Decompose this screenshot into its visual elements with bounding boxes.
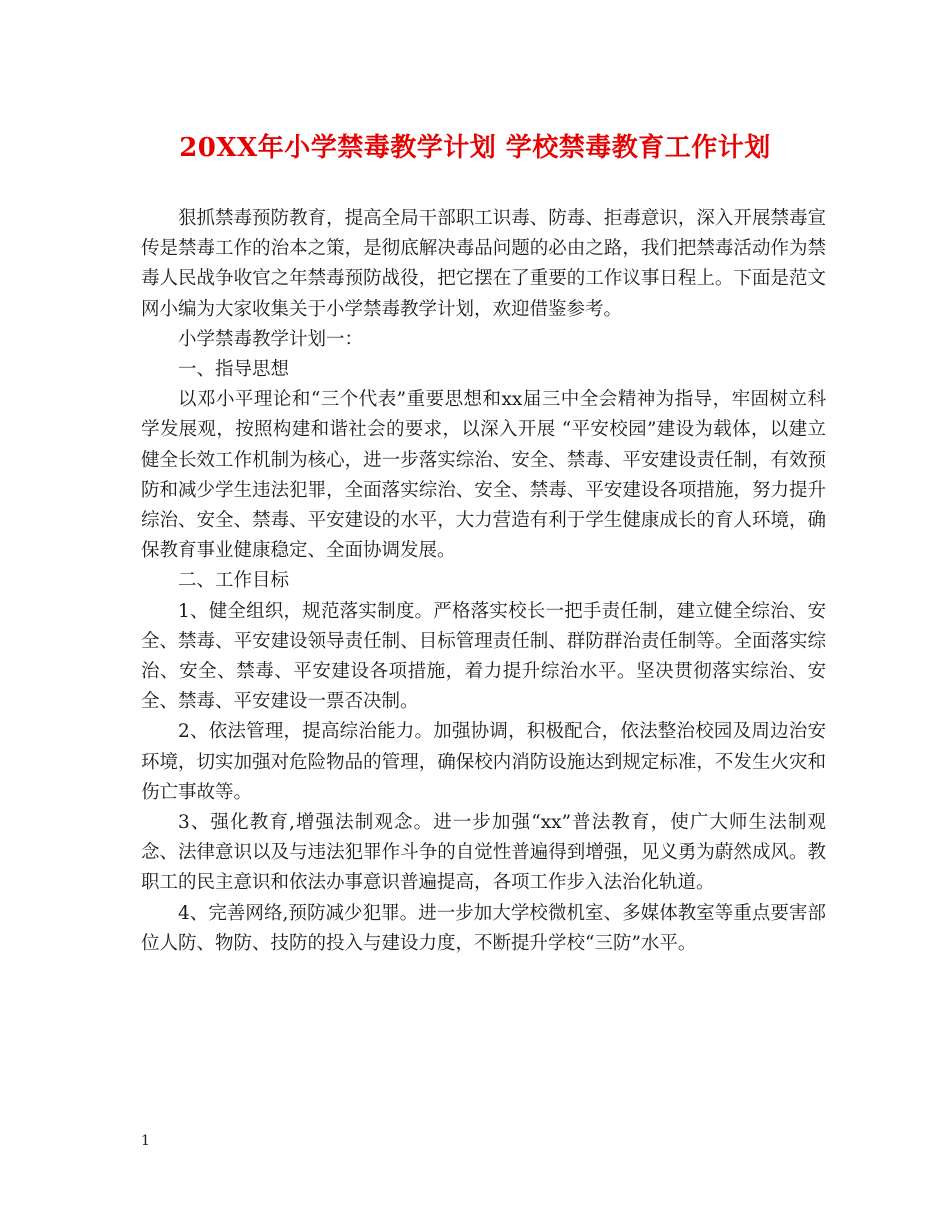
page-number: 1 — [141, 1133, 150, 1149]
document-title: 20XX年小学禁毒教学计划 学校禁毒教育工作计划 — [179, 133, 771, 163]
goal-item-4: 4、完善网络,预防减少犯罪。进一步加大学校微机室、多媒体教室等重点要害部位人防、物防、技防的投入与建设力度，不断提升学校“三防”水平。 — [141, 902, 826, 954]
document-body — [141, 204, 826, 959]
guiding-ideology-paragraph: 以邓小平理论和“三个代表”重要思想和xx届三中全会精神为指导，牢固树立科学发展观，按照构建和谐社会的要求，以深入开展 “平安校园”建设为载体，以建立健全长效工作机制为核心，进一步落实综治、安全、禁毒、平安建设责任制，有效预防和减少学生违法犯罪，全面落实综治、安全、禁毒、平安建设各项措施，努力提升综治、安全、禁毒、平安建设的水平，大力营造有利于学生健康成长的育人环境，确保教育事业健康稳定、全面协调发展。 — [141, 389, 826, 562]
goal-item-1: 1、健全组织，规范落实制度。严格落实校长一把手责任制，建立健全综治、安全、禁毒、平安建设领导责任制、目标管理责任制、群防群治责任制等。全面落实综治、安全、禁毒、平安建设各项措施，着力提升综治水平。坚决贯彻落实综治、安全、禁毒、平安建设一票否决制。 — [141, 600, 826, 713]
section-heading-work-goals: 二、工作目标 — [178, 570, 290, 592]
goal-item-3: 3、强化教育,增强法制观念。进一步加强“xx”普法教育，使广大师生法制观念、法律意识以及与违法犯罪作斗争的自觉性普遍得到增强，见义勇为蔚然成风。教职工的民主意识和依法办事意识普遍提高，各项工作步入法治化轨道。 — [141, 812, 826, 894]
plan-subtitle: 小学禁毒教学计划一： — [178, 328, 364, 350]
section-heading-guiding-ideology: 一、指导思想 — [178, 359, 290, 381]
goal-item-2: 2、依法管理，提高综治能力。加强协调，积极配合，依法整治校园及周边治安环境，切实加强对危险物品的管理，确保校内消防设施达到规定标准，不发生火灾和伤亡事故等。 — [141, 721, 826, 803]
intro-paragraph: 狠抓禁毒预防教育，提高全局干部职工识毒、防毒、拒毒意识，深入开展禁毒宣传是禁毒工作的治本之策，是彻底解决毒品问题的必由之路，我们把禁毒活动作为禁毒人民战争收官之年禁毒预防战役，把它摆在了重要的工作议事日程上。下面是范文网小编为大家收集关于小学禁毒教学计划，欢迎借鉴参考。 — [141, 208, 826, 320]
